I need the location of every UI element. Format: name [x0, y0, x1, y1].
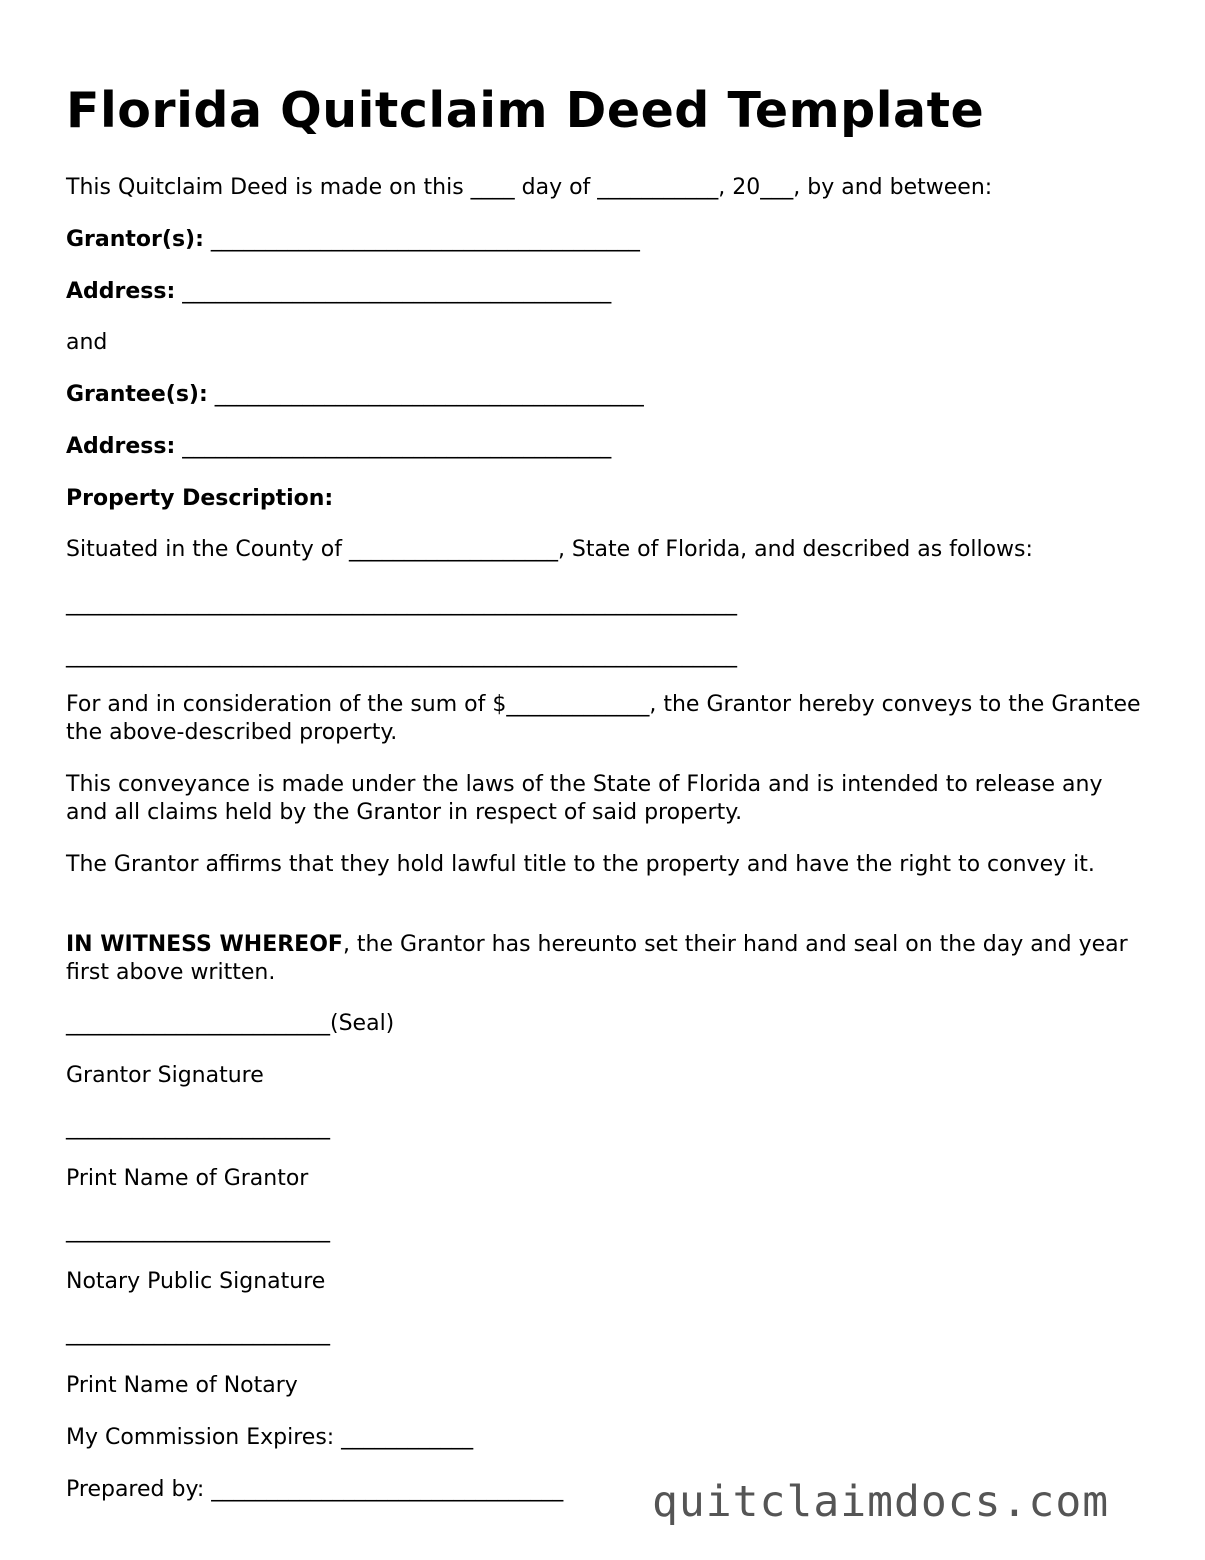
watermark-text: quitclaimdocs.com [652, 1477, 1110, 1527]
grantor-label: Grantor(s): [66, 227, 204, 252]
grantee-blank[interactable]: _______________________________________ [207, 382, 644, 407]
grantor-blank[interactable]: _______________________________________ [203, 227, 640, 252]
prepared-by[interactable]: Prepared by: ________________________________ [66, 1477, 564, 1502]
page-title: Florida Quitclaim Deed Template [66, 82, 985, 139]
notary-signature-line[interactable]: ________________________ [66, 1218, 330, 1243]
witness-rest: , the Grantor has hereunto set their hand and seal on the day and year first above written. [66, 932, 1128, 985]
grantor-field [66, 226, 640, 254]
conveyance-text: This conveyance is made under the laws of the State of Florida and is intended to release any and all claims held by the Grantor in respect of said property. [66, 772, 1103, 825]
grantor-signature-label: Grantor Signature [66, 1063, 264, 1088]
situated-text: Situated in the County of ___________________, State of Florida, and described as follows: [66, 537, 1033, 562]
grantor-address-field [66, 278, 611, 306]
grantee-field [66, 381, 644, 409]
and-text: and [66, 330, 108, 355]
consideration-text: For and in consideration of the sum of $_____________, the Grantor hereby conveys to the Grantee the above-described property. [66, 692, 1141, 745]
grantee-address-blank[interactable]: _______________________________________ [175, 434, 612, 459]
description-line-2[interactable]: _____________________________________________________________ [66, 643, 737, 668]
print-grantor-label: Print Name of Grantor [66, 1166, 309, 1191]
grantee-address-field [66, 433, 611, 461]
grantee-label: Grantee(s): [66, 382, 208, 407]
grantee-address-label: Address: [66, 434, 176, 459]
print-notary-label: Print Name of Notary [66, 1373, 298, 1398]
affirmation-text: The Grantor affirms that they hold lawful title to the property and have the right to convey it. [66, 852, 1095, 877]
print-notary-line[interactable]: ________________________ [66, 1321, 330, 1346]
print-grantor-line[interactable]: ________________________ [66, 1115, 330, 1140]
intro-text: This Quitclaim Deed is made on this ____ day of ___________, 20___, by and between: [66, 175, 993, 200]
notary-signature-label: Notary Public Signature [66, 1269, 326, 1294]
grantor-address-blank[interactable]: _______________________________________ [175, 279, 612, 304]
witness-text [66, 931, 1146, 987]
witness-bold: IN WITNESS WHEREOF [66, 932, 343, 957]
property-heading: Property Description: [66, 486, 334, 511]
grantor-address-label: Address: [66, 279, 176, 304]
description-line-1[interactable]: _____________________________________________________________ [66, 591, 737, 616]
seal-signature-line[interactable]: ________________________(Seal) [66, 1011, 395, 1036]
commission-expires[interactable]: My Commission Expires: ____________ [66, 1425, 474, 1450]
